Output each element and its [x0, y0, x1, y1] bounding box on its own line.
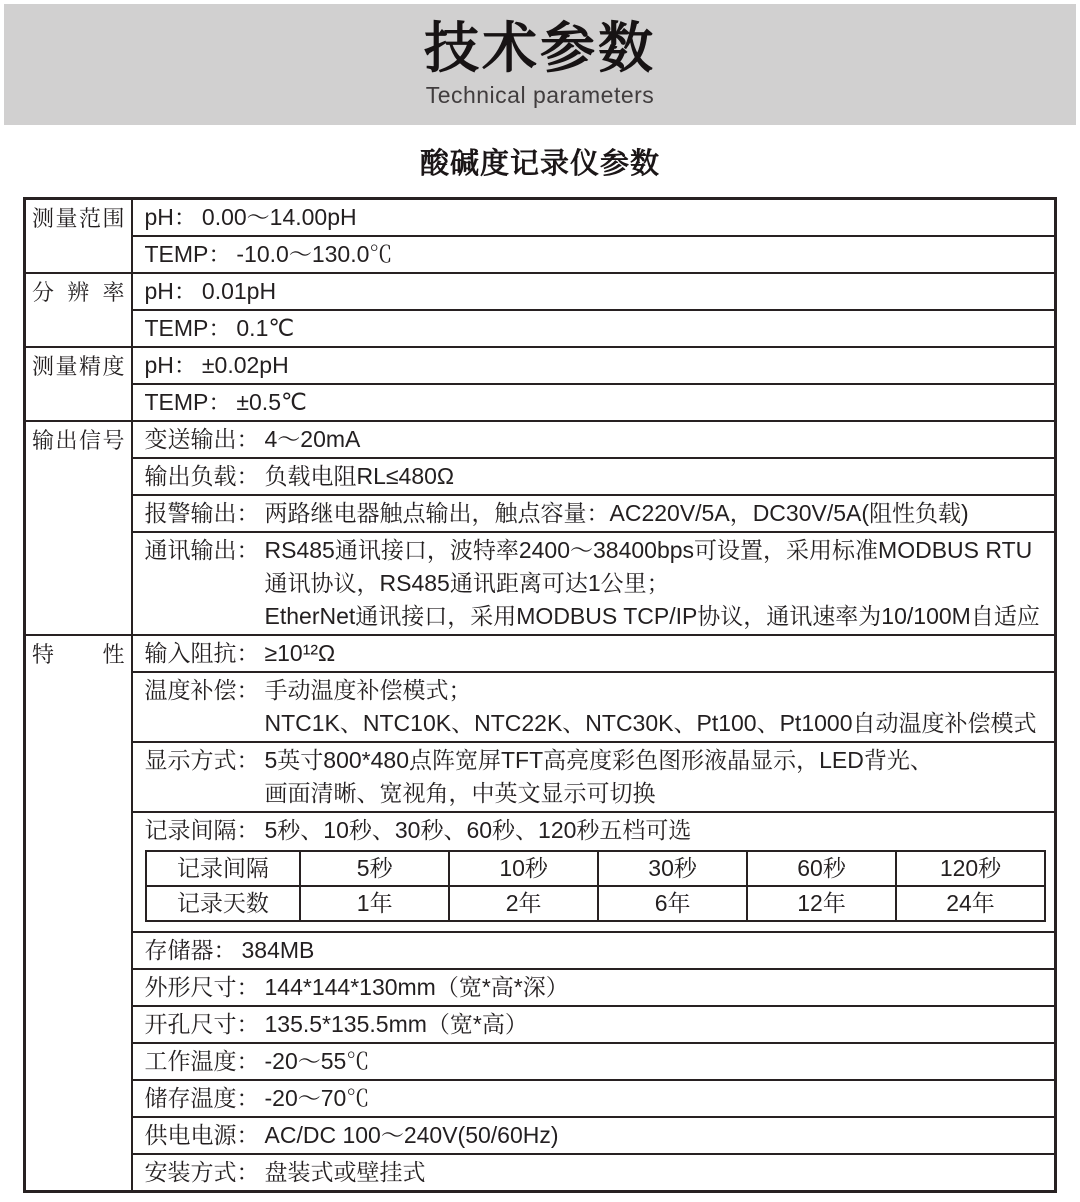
row-label: 开孔尺寸：: [144, 1011, 260, 1037]
spec-row: [25, 932, 1056, 969]
value-line: 画面清晰、宽视角，中英文显示可切换: [264, 780, 656, 806]
row-label: 工作温度：: [144, 1048, 260, 1074]
record-header-row: [146, 851, 1046, 886]
value-line: 5英寸800*480点阵宽屏TFT高亮度彩色图形液晶显示，LED背光、: [264, 747, 933, 773]
spec-kv: [145, 1119, 1047, 1152]
spec-table-body: [25, 199, 1056, 1192]
spec-kv: [145, 637, 1047, 670]
group-label: 分辨率: [32, 280, 125, 305]
value-line: EtherNet通讯接口，采用MODBUS TCP/IP协议，通讯速率为10/100M自适应: [264, 603, 1040, 629]
group-label-cell: [25, 635, 132, 1192]
row-value: [265, 814, 1047, 847]
record-interval-table: [145, 850, 1047, 922]
row-value: [265, 674, 1047, 740]
spec-kv: [145, 497, 1047, 530]
value-line: RS485通讯接口，波特率2400～38400bps可设置，采用标准MODBUS RTU: [264, 537, 1033, 563]
row-value: [236, 312, 1046, 345]
spec-kv: [145, 460, 1047, 493]
value-line: -10.0～130.0℃: [236, 241, 393, 267]
row-value: [202, 201, 1046, 234]
spec-row: [25, 969, 1056, 1006]
record-cell: 1年: [300, 886, 449, 921]
spec-value-cell: [132, 969, 1056, 1006]
spec-value-cell: [132, 273, 1056, 310]
value-line: 4～20mA: [264, 426, 361, 452]
record-cell: 10秒: [449, 851, 598, 886]
row-value: [265, 1156, 1047, 1189]
row-label: 变送输出：: [144, 426, 260, 452]
spec-value-cell: [132, 384, 1056, 421]
value-line: ≥10¹²Ω: [264, 640, 336, 666]
spec-kv: [145, 744, 1047, 810]
spec-value-cell: [132, 458, 1056, 495]
spec-row: [25, 812, 1056, 932]
row-value: [265, 534, 1047, 633]
spec-value-cell: [132, 672, 1056, 742]
row-label: 安装方式：: [144, 1159, 260, 1185]
spec-row: [25, 347, 1056, 384]
spec-value-cell: [132, 812, 1056, 932]
row-value: [265, 637, 1047, 670]
row-label: 温度补偿：: [144, 677, 260, 703]
banner-title: 技术参数: [423, 16, 656, 79]
value-line: NTC1K、NTC10K、NTC22K、NTC30K、Pt100、Pt1000自动温度补偿模式: [264, 710, 1037, 736]
value-line: 手动温度补偿模式；: [264, 677, 472, 703]
value-line: -20～70℃: [264, 1085, 370, 1111]
record-cell: 30秒: [598, 851, 747, 886]
value-line: 0.1℃: [236, 315, 295, 341]
banner-subtitle: Technical parameters: [425, 82, 655, 109]
record-days-row: [146, 886, 1046, 921]
spec-row: [25, 1080, 1056, 1117]
spec-kv: [145, 971, 1047, 1004]
banner: [4, 4, 1076, 125]
value-line: ±0.5℃: [236, 389, 307, 415]
spec-row: [25, 1043, 1056, 1080]
spec-row: [25, 1117, 1056, 1154]
spec-value-cell: [132, 1043, 1056, 1080]
record-cell: 120秒: [896, 851, 1045, 886]
value-line: 384MB: [241, 937, 315, 963]
spec-row: [25, 635, 1056, 672]
record-cell: 2年: [449, 886, 598, 921]
spec-row: [25, 458, 1056, 495]
row-label: 记录间隔：: [144, 817, 260, 843]
spec-kv: [145, 312, 1047, 345]
row-label: 通讯输出：: [144, 537, 260, 563]
row-value: [242, 934, 1047, 967]
row-label: 输入阻抗：: [144, 640, 260, 666]
spec-value-cell: [132, 1154, 1056, 1192]
row-value: [265, 460, 1047, 493]
value-line: 5秒、10秒、30秒、60秒、120秒五档可选: [264, 817, 692, 843]
value-line: AC/DC 100～240V(50/60Hz): [264, 1122, 559, 1148]
spec-kv: [145, 386, 1047, 419]
spec-row: [25, 1154, 1056, 1192]
value-line: 盘装式或壁挂式: [264, 1159, 426, 1185]
spec-kv: [145, 201, 1047, 234]
row-label: 外形尺寸：: [144, 974, 260, 1000]
row-label: 供电电源：: [144, 1122, 260, 1148]
value-line: 144*144*130mm（宽*高*深）: [264, 974, 569, 1000]
value-line: ±0.02pH: [201, 352, 289, 378]
value-line: -20～55℃: [264, 1048, 370, 1074]
row-value: [265, 1008, 1047, 1041]
group-label: 特性: [32, 642, 125, 667]
spec-kv: [145, 423, 1047, 456]
spec-kv: [145, 349, 1047, 382]
spec-row: [25, 1006, 1056, 1043]
group-label: 测量精度: [32, 354, 125, 379]
row-label: 存储器：: [144, 937, 237, 963]
spec-kv: [145, 1008, 1047, 1041]
value-line: 135.5*135.5mm（宽*高）: [264, 1011, 528, 1037]
group-label: 测量范围: [32, 206, 125, 231]
row-label: pH：: [144, 278, 197, 304]
spec-row: [25, 742, 1056, 812]
spec-kv: [145, 238, 1047, 271]
record-row-label: 记录间隔: [146, 851, 301, 886]
row-value: [265, 1045, 1047, 1078]
spec-value-cell: [132, 199, 1056, 237]
row-label: TEMP：: [144, 389, 232, 415]
spec-value-cell: [132, 236, 1056, 273]
row-value: [202, 349, 1046, 382]
spec-row: [25, 672, 1056, 742]
spec-value-cell: [132, 347, 1056, 384]
section-title: 酸碱度记录仪参数: [419, 148, 660, 180]
row-label: TEMP：: [144, 315, 232, 341]
spec-kv: [145, 275, 1047, 308]
spec-value-cell: [132, 421, 1056, 458]
spec-kv: [145, 934, 1047, 967]
spec-table: [23, 197, 1057, 1193]
record-cell: 24年: [896, 886, 1045, 921]
value-line: 通讯协议，RS485通讯距离可达1公里；: [264, 570, 670, 596]
spec-kv: [145, 674, 1047, 740]
value-line: 0.00～14.00pH: [201, 204, 357, 230]
spec-row: [25, 199, 1056, 237]
row-value: [265, 744, 1047, 810]
row-value: [265, 1119, 1047, 1152]
row-value: [236, 238, 1046, 271]
row-value: [265, 423, 1047, 456]
spec-row: [25, 310, 1056, 347]
value-line: 负载电阻RL≤480Ω: [264, 463, 455, 489]
row-value: [265, 1082, 1047, 1115]
row-label: 储存温度：: [144, 1085, 260, 1111]
group-label-cell: [25, 199, 132, 274]
row-value: [265, 497, 1047, 530]
value-line: 两路继电器触点输出，触点容量：AC220V/5A，DC30V/5A(阻性负载): [264, 500, 969, 526]
spec-kv: [145, 1045, 1047, 1078]
spec-row: [25, 384, 1056, 421]
spec-kv: [145, 534, 1047, 633]
group-label-cell: [25, 273, 132, 347]
spec-value-cell: [132, 1080, 1056, 1117]
spec-value-cell: [132, 532, 1056, 635]
record-cell: 6年: [598, 886, 747, 921]
spec-value-cell: [132, 1117, 1056, 1154]
spec-value-cell: [132, 310, 1056, 347]
group-label-cell: [25, 421, 132, 635]
row-label: 输出负载：: [144, 463, 260, 489]
spec-value-cell: [132, 1006, 1056, 1043]
row-value: [202, 275, 1046, 308]
row-label: pH：: [144, 204, 197, 230]
row-label: pH：: [144, 352, 197, 378]
spec-value-cell: [132, 635, 1056, 672]
spec-value-cell: [132, 932, 1056, 969]
spec-row: [25, 236, 1056, 273]
group-label: 输出信号: [32, 428, 125, 453]
spec-value-cell: [132, 742, 1056, 812]
record-row-label: 记录天数: [146, 886, 301, 921]
record-cell: 12年: [747, 886, 896, 921]
row-value: [265, 971, 1047, 1004]
spec-row: [25, 273, 1056, 310]
spec-value-cell: [132, 495, 1056, 532]
spec-kv: [145, 814, 1047, 847]
row-value: [236, 386, 1046, 419]
record-cell: 60秒: [747, 851, 896, 886]
spec-kv: [145, 1082, 1047, 1115]
spec-kv: [145, 1156, 1047, 1189]
row-label: 显示方式：: [144, 747, 260, 773]
row-label: TEMP：: [144, 241, 232, 267]
record-cell: 5秒: [300, 851, 449, 886]
spec-row: [25, 495, 1056, 532]
group-label-cell: [25, 347, 132, 421]
spec-row: [25, 532, 1056, 635]
row-label: 报警输出：: [144, 500, 260, 526]
value-line: 0.01pH: [201, 278, 277, 304]
spec-row: [25, 421, 1056, 458]
